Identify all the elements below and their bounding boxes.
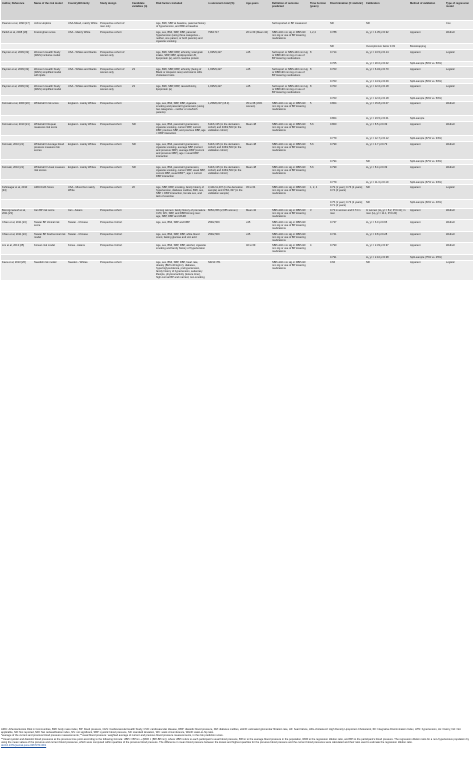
table-cell: Apparent xyxy=(409,84,445,96)
table-cell: Taiwan BP clinical risk score xyxy=(33,220,67,232)
table-cell: Age, sex, BMI, SBP, DBP, cigarette smoking and parental hypertension (using two categories – neither or one/both parents) xyxy=(155,101,207,116)
table-row xyxy=(1,165,473,180)
table-cell: H₀ χ² = 9.8 p=0.28 xyxy=(365,231,409,243)
table-cell: Mean 48 xyxy=(245,121,271,136)
table-cell xyxy=(155,199,207,208)
table-cell: NR xyxy=(365,260,409,280)
table-cell: 5 xyxy=(309,101,329,116)
table-row xyxy=(1,220,473,232)
table-cell: 0.800 xyxy=(329,121,365,136)
table-cell: Whitehall II Repeat measures risk score xyxy=(33,121,67,136)
table-cell: Weibull xyxy=(445,231,473,243)
table-cell: SBP≥140 mm Hg or DBP≥90 mm Hg or use of BP lowering medications xyxy=(271,243,309,255)
table-cell: USA - Whites and blacks xyxy=(67,67,99,79)
table-cell: H₀ χ² = 11.3 p=0.19 xyxy=(365,179,409,185)
table-cell: In women (H₀-χ² = 8.2, P=0.41); in men (H₀-χ² = 11.1, P=0.20) xyxy=(365,208,409,220)
table-cell: H₀ χ² = 12.6 p=0.18 xyxy=(365,84,409,96)
table-cell xyxy=(207,199,245,208)
column-header: Method of validation xyxy=(409,0,445,21)
table-cell: 0.703 xyxy=(329,78,365,84)
table-cell: NR xyxy=(329,21,365,30)
table-cell: Apparent xyxy=(409,50,445,62)
table-cell: Apparent xyxy=(409,243,445,255)
table-cell: Overoptimism factor 0.03 xyxy=(365,44,409,50)
table-cell: 614/6,135 (in the derivation cohort) and 436/2,563 (in the validation cohort) xyxy=(207,165,245,180)
table-row xyxy=(1,208,473,220)
table-row xyxy=(1,121,473,136)
column-header: Definition of outcome predicted xyxy=(271,0,309,21)
table-cell: Lim et al, 2013 [25] xyxy=(1,243,33,255)
table-cell xyxy=(131,260,155,280)
table-cell: 614/6,135 (in the derivation cohort) and 436/2,563 (in the validation cohort) xyxy=(207,121,245,136)
table-cell: ≥45 xyxy=(245,67,271,79)
table-cell: 45 to 64 xyxy=(245,185,271,200)
table-cell: Prospective cohort xyxy=(99,142,131,160)
table-cell: SBP≥140 mm Hg or DBP≥90 mm Hg or use of BP lowering medications xyxy=(271,260,309,280)
column-header: Study design xyxy=(99,0,131,21)
table-cell: Kivimaki, 2010 [21] xyxy=(1,165,33,180)
table-cell: England - mainly Whites xyxy=(67,121,99,136)
table-cell: 1,935/9,427 xyxy=(207,50,245,62)
table-cell: Prospective Cohort xyxy=(99,220,131,232)
table-cell: 1,935/9,427 xyxy=(207,67,245,79)
table-cell: 614/6,135 (in the derivation cohort) and 436/2,563 (in the validation cohort) xyxy=(207,142,245,160)
table-cell: Bootstrapping xyxy=(409,44,445,50)
table-cell xyxy=(245,260,271,280)
table-cell: Age, sex, BMI, SBP, DBP, white blood count, fasting glucose and uric acid xyxy=(155,231,207,243)
table-cell: H₀ χ² = 4.7 p=0.79 xyxy=(365,142,409,160)
table-cell xyxy=(131,220,155,232)
table-cell: Apparent xyxy=(409,67,445,79)
table-cell: Apparent xyxy=(409,165,445,180)
table-row xyxy=(1,21,473,30)
table-cell: Paynter et al, 2009 [19] xyxy=(1,84,33,96)
table-cell: Whitehall II Usual measure risk scores xyxy=(33,165,67,180)
table-cell xyxy=(207,21,245,30)
table-cell: H₀ χ² = 6.34 p=0.70 xyxy=(365,67,409,79)
table-cell: H₀ χ² = 4.35 p=0.92 xyxy=(365,29,409,44)
table-row xyxy=(1,67,473,79)
table-cell: Prospective Cohort xyxy=(99,231,131,243)
table-cell xyxy=(131,208,155,220)
table-cell: ≥35 xyxy=(245,220,271,232)
column-header: Author, Reference xyxy=(1,0,33,21)
table-cell: Split-sample (50% vs. 50%) xyxy=(409,61,445,67)
table-cell: Split-sample (50% vs. 50%) xyxy=(409,96,445,102)
table-cell: H₀ χ² = 12.6 p=0.18 xyxy=(365,96,409,102)
column-header: Type of regression model xyxy=(445,0,473,21)
table-cell xyxy=(271,199,309,208)
table-row xyxy=(1,260,473,280)
table-cell: Whitehall II Average blood pressure measure risk scores xyxy=(33,142,67,160)
table-cell: Framingham score xyxy=(33,29,67,44)
table-cell: 0.705 xyxy=(329,61,365,67)
table-cell xyxy=(99,199,131,208)
column-header: Risk factors included xyxy=(155,0,207,21)
table-cell: H₀ χ² = 2.10 p=0.98 xyxy=(365,254,409,260)
table-cell: ≥45 xyxy=(245,84,271,96)
table-cell xyxy=(309,231,329,243)
abbreviations-note: ARIC: Atherosclerosis Risk in Communities, BMI: body mass index, BP: blood pressure, CHS: Cardiovascular Health Study, CVD: cardiovascular disease, DBP: diastolic blood pressure, DM: diabetes mellitus, eGFR: estimated glomerular filtration rate, HF: heart failure, HDL-cholesterol: High Density Lipoprotein Cholesterol, IDI: Integrative Discrimination Index, HTN: hypertension, Hx: history, NA: Not applicable, NR: Not reported, NRI: Net reclassification index, NS: not significant, SBP: systolic blood pressure, SD: standard deviation, WC: waist circumference, WHtR: waist-to-hip ratio. xyxy=(1,728,461,735)
table-cell: 1,258/8,207 (15.3) xyxy=(207,101,245,116)
table-cell xyxy=(131,29,155,44)
table-cell: Mean 48 xyxy=(245,165,271,180)
column-header: Calibration xyxy=(365,0,409,21)
table-cell xyxy=(309,21,329,30)
table-cell: Apparent xyxy=(409,220,445,232)
table-cell: Apparent xyxy=(409,121,445,136)
table-cell: Age, SBP, DBP, smoking, family history of hypertension, diabetes mellitus, BMI, sex, SBP × DBP interaction, female sex, and lack of exercise xyxy=(155,185,207,200)
table-cell: 4 xyxy=(309,243,329,255)
table-cell xyxy=(131,231,155,243)
table-cell: Weibull xyxy=(445,243,473,255)
table-cell: H₀ χ² = 6.0 p=0.65 xyxy=(365,220,409,232)
table-cell: Prospective cohort xyxy=(99,165,131,180)
table-cell: 5.6 xyxy=(309,121,329,136)
table-cell: 23 xyxy=(131,84,155,96)
table-cell: Age, sex, BMI, parental hypertension, cigarette smoking, average SBP (current and previous SBP), average DBP (current and previous DBP), age × usual DBP interaction xyxy=(155,142,207,160)
table-cell: 0.788 xyxy=(329,29,365,44)
table-cell: Self-report or SBP≥140 mm Hg or DBP≥90 mm Hg or use of BP lowering medications xyxy=(272,68,308,78)
table-cell: 0.737 xyxy=(329,220,365,232)
table-cell: Age, BMI, SBP, DBP, ethnicity (being of Black or Hispanic race) and total to HDL cholesterol ratio xyxy=(155,67,207,79)
table-row xyxy=(1,199,473,208)
table-cell: 0.790 xyxy=(329,243,365,255)
table-cell: USA - Mixed but mainly White xyxy=(67,185,99,200)
table-cell: Apparent xyxy=(409,260,445,280)
table-cell: 796/1717 xyxy=(207,29,245,44)
doi-link[interactable]: doi:10.1371/journal.pone.0067370.t001 xyxy=(1,744,47,748)
table-cell xyxy=(245,199,271,208)
table-cell: 0.791 xyxy=(329,254,365,260)
table-cell: England - mainly Whites xyxy=(67,165,99,180)
table-cell: Apparent xyxy=(409,208,445,220)
table-cell: Prospective cohort of women only xyxy=(99,50,131,62)
table-cell: Parikh et al, 2008 [18] xyxy=(1,29,33,44)
table-cell: England - mainly Whites xyxy=(67,101,99,116)
table-cell: 3,441/11,407 (in the derivation sample) and 476/1,337 (in the validation sample) xyxy=(207,185,245,200)
table-cell xyxy=(1,199,33,208)
table-cell: 0.79 (1 year); 0.76 (2 years); 0.74 (4 years) xyxy=(329,185,365,200)
table-row xyxy=(1,84,473,96)
table-cell: 35 to 68 (33% women) xyxy=(245,101,271,116)
table-cell: 259/2,509 xyxy=(207,220,245,232)
table-cell: Chien et al, 2011 [24] xyxy=(1,220,33,232)
table-cell: Johns Hopkins xyxy=(33,21,67,30)
table-cell: SBP≥140 mm Hg or DBP≥90 mm Hg or use of BP lowering medications xyxy=(271,165,309,180)
table-cell: 0.66 xyxy=(329,260,365,280)
table-cell: Apparent xyxy=(409,29,445,44)
table-cell xyxy=(309,199,329,208)
table-cell: Kivimaki, 2010 [21] xyxy=(1,142,33,160)
table-cell: Age, sex, BMI, parental hypertension, cigarette smoking, current SBP, usual SBP, current DBP, usual DBP *, age × current DBP interaction xyxy=(156,166,206,178)
table-cell: 20 to 69 (Mean 42) xyxy=(245,29,271,44)
table-row xyxy=(1,243,473,255)
table-row xyxy=(1,185,473,200)
table-cell: Self-reported or BP measured xyxy=(271,21,309,30)
table-cell: NR xyxy=(365,185,409,200)
table-row xyxy=(1,29,473,44)
column-header: Name of the risk model xyxy=(33,0,67,21)
table-cell: England - mainly Whites xyxy=(67,142,99,160)
table-cell: Apparent xyxy=(409,185,445,200)
table-cell: Korean risk model xyxy=(33,243,67,255)
table-cell: 805/4,656 (2,655 women) xyxy=(207,208,245,220)
table-cell: Age, BMI, SBP, DBP, ethnicity, total grain intake, SBP, DBP, apolipoprotein B, lipoprotein (a), and C-reactive protein xyxy=(155,50,207,62)
table-cell: Age, sex, BMI, parental hypertension, cigarette smoking, current SBP, current DBP, previous SBP, and previous DBP, age × DBP interaction xyxy=(156,122,206,135)
table-cell: Korea - Asians xyxy=(67,243,99,255)
header-row xyxy=(1,0,473,21)
table-cell: Split-sample (67% vs. 33%) xyxy=(409,136,445,142)
table-cell: NR xyxy=(329,44,365,50)
table-cell: Mean 42 xyxy=(245,208,271,220)
column-header: Age-years xyxy=(245,0,271,21)
table-cell: Bozorgmanesh et al, 2011 [23] xyxy=(1,208,33,220)
table-cell: Weibull xyxy=(445,208,473,220)
table-cell: 20 xyxy=(131,185,155,200)
table-cell: Fava et al, 2013 [26] xyxy=(1,260,33,280)
table-cell: H₀ χ² = 20.0 p=0.02 xyxy=(365,61,409,67)
table-cell: SBP≥140 mm Hg or DBP≥90 mm Hg or use of BP lowering medications xyxy=(271,185,309,200)
table-cell: NR xyxy=(131,142,155,160)
column-header: Candidate variables (n) xyxy=(131,0,155,21)
table-footnotes xyxy=(1,728,473,748)
risk-models-table xyxy=(1,0,473,280)
table-cell: SBP≥140 mm Hg or DBP≥90 mm Hg or use of BP lowering medications xyxy=(271,231,309,243)
table-cell: Kshirsagar et al, 2010 [24] xyxy=(1,185,33,200)
table-cell xyxy=(67,199,99,208)
table-cell: Weibull xyxy=(445,165,473,180)
table-cell: Kivimaki et al, 2009 [20] xyxy=(1,101,33,116)
table-cell: Split-sample (67% vs. 33%) xyxy=(409,159,445,165)
table-cell: SBP≥140 mm Hg or DBP≥90 mm Hg or use of BP lowering medications xyxy=(271,101,309,116)
table-cell: Cox xyxy=(445,21,473,30)
table-cell: Prospective Cohort xyxy=(99,243,131,255)
table-cell xyxy=(245,21,271,30)
table-cell: Weibull xyxy=(445,101,473,116)
table-cell: USA - Mainly White xyxy=(67,29,99,44)
table-cell: Among women: family history of premature CVD, WC, SBP, and DBP/Among men: age, SBP, DBP and WHtR xyxy=(156,209,206,219)
table-cell: SBP≥140 mm Hg or DBP≥90 mm Hg or use of BP lowering medications xyxy=(271,208,309,220)
table-cell: Weibull xyxy=(445,142,473,160)
column-header: Discrimination (C statistic) xyxy=(329,0,365,21)
table-cell: 0.799 xyxy=(329,165,365,180)
table-cell: Weibull xyxy=(445,220,473,232)
table-cell: Age, sex, BMI, SBP, DBP, heart rate, obesity (BMI ≥30 kg/m²), diabetes, hypertriglyceridemia, prehypertension, family history of hypertension, sedentary lifestyle, physical activity (leisure time), high-normal BP and married, non-smoking xyxy=(155,260,207,280)
footnote-usual-bp: **Usual systolic and diastolic blood pressures at the previous time point according to the following formula: UBPi = BPmn + (RDR × (BPi-BPmn)), where UBPi refers to each participant's usual blood pressure, BPmn to the average blood pressure in the population, RDR to the regression dilution ratio, and BPi to the participant's blood pressure. The regression dilution ratio for a non-hypertensive population by using the mean values of the previous and current blood pressures, which were computed within quartiles of the previous blood pressure. The difference in mean blood pressure between the lowest and highest quartiles for the previous blood pressure and the current blood pressures were calculated and their ratio used to estimate the regression dilution ratio. xyxy=(1,737,469,744)
table-cell: 8 xyxy=(309,67,329,79)
table-body xyxy=(1,21,473,280)
table-cell: Prospective/cohort xyxy=(99,121,131,136)
table-cell: 0.799 xyxy=(329,142,365,160)
table-row xyxy=(1,231,473,243)
table-cell: H₀ χ² = 23.5 p=0.01 xyxy=(365,116,409,122)
table-cell: 40 to 69 xyxy=(245,243,271,255)
table-cell: Iran BP risk score xyxy=(33,208,67,220)
table-cell: 0.804 xyxy=(329,101,365,116)
table-cell: NR xyxy=(365,21,409,30)
table-cell: H₀ χ² = 8.4 p=0.39 xyxy=(365,165,409,180)
table-cell xyxy=(131,21,155,30)
table-cell: 23 xyxy=(131,67,155,79)
table-cell: Weibull xyxy=(445,29,473,44)
table-cell: Women's Health Study (WHS) simplified model xyxy=(33,84,67,96)
table-cell: SBP≥140 mm Hg or DBP≥90 mm Hg or use of BP lowering medications xyxy=(271,220,309,232)
table-header xyxy=(1,0,473,21)
table-cell: Logistic xyxy=(445,185,473,200)
table-cell: Apparent xyxy=(409,142,445,160)
table-cell xyxy=(131,50,155,62)
table-cell: 8 xyxy=(309,50,329,62)
table-cell: Age, BMI, SBP at baseline, paternal history of hypertension, and BMI at baseline xyxy=(156,22,206,29)
table-cell xyxy=(131,243,155,255)
table-cell: Taiwan - Chinese xyxy=(67,220,99,232)
column-header: n outcome/n total (%) xyxy=(207,0,245,21)
table-cell: 5.6 xyxy=(309,165,329,180)
table-cell: Logistic xyxy=(445,84,473,96)
table-cell: Iran - Asians xyxy=(67,208,99,220)
table-cell: Apparent xyxy=(409,231,445,243)
table-cell: 0.703 xyxy=(329,96,365,102)
table-cell xyxy=(131,199,155,208)
table-cell: Logistic xyxy=(445,260,473,280)
table-cell: Prospective cohort xyxy=(99,208,131,220)
table-cell: Weibull xyxy=(445,121,473,136)
table-cell: Women's Health Study (WHS) simplified model with lipids xyxy=(33,67,67,79)
table-cell: Prospective cohort of women only xyxy=(99,67,131,79)
table-cell: Women's Health Study (WHS) inclusive model xyxy=(33,50,67,62)
footnote-average: *average of the current and previous blood pressure measurements; **usual blood pressure: weighted average of current and previous blood pressure measurements, in the risk prediction score. xyxy=(1,734,224,738)
table-cell: Logistic xyxy=(445,67,473,79)
table-cell: 0.779 xyxy=(329,136,365,142)
table-cell: USA-Mixed, mainly White xyxy=(67,21,99,30)
table-cell: 0.741 xyxy=(329,231,365,243)
table-cell: 0.703 xyxy=(329,67,365,79)
table-cell: 1,935/9,427 xyxy=(207,84,245,96)
table-cell: Apparent xyxy=(409,101,445,116)
table-cell: 0.75 (1 year); 0.73 (2 years); 0.71 (4 years) xyxy=(329,199,365,208)
table-cell: Age, BMI, SBP, DBP, race/ethnicity, lipoprotein (a) xyxy=(155,84,207,96)
table-cell: ARIC/CHS Score xyxy=(33,185,67,200)
table-cell: H₀ χ² = 15.8 p=0.07 xyxy=(365,101,409,116)
table-cell: NR xyxy=(131,121,155,136)
table-cell: Age, sex, BMI, SBP, DBP, alcohol, cigarette smoking and family history of hypertension xyxy=(155,243,207,255)
table-cell: 0.714 xyxy=(329,50,365,62)
table-cell: NR xyxy=(131,165,155,180)
table-cell: Split-sample (60% vs. 40%) xyxy=(409,199,445,208)
table-row xyxy=(1,142,473,160)
table-cell: Split-sample xyxy=(409,116,445,122)
table-cell: Prospective cohort xyxy=(99,260,131,280)
table-cell: 3 xyxy=(309,208,329,220)
table-cell: SBP≥140 mm Hg or DBP≥90 mm Hg or use of BP lowering medications xyxy=(271,121,309,136)
column-header: Time horizon (years) xyxy=(309,0,329,21)
table-cell: Prospective cohort women only xyxy=(99,84,131,96)
table-cell: USA - Whites and blacks xyxy=(67,84,99,96)
column-header: Country/Ethnicity xyxy=(67,0,99,21)
table-cell xyxy=(131,101,155,116)
table-cell xyxy=(309,260,329,280)
table-cell: 0.794 xyxy=(329,159,365,165)
table-cell: Age, sex, BMI, SBP, DBP, parental hypertension (using three categories – neither, one parent, or both parents) and cigarette smoking xyxy=(155,29,207,44)
table-cell: Taiwan - Chinese xyxy=(67,231,99,243)
table-cell: Whitehall II risk score xyxy=(33,101,67,116)
table-cell: 8 xyxy=(309,84,329,96)
table-cell xyxy=(33,199,67,208)
table-cell: H₀ χ² = 8.5 p=0.39 xyxy=(365,121,409,136)
table-cell: Split-sample (75% vs. 25%) xyxy=(409,254,445,260)
table-cell: 0.73 in women and 0.74 in men xyxy=(329,208,365,220)
table-cell: ≥35 xyxy=(245,231,271,243)
table-cell: H₀ χ² = 14.9 p=0.09 xyxy=(365,78,409,84)
table-cell: 0.779 xyxy=(329,179,365,185)
table-cell: Prospective cohort xyxy=(99,185,131,200)
table-cell xyxy=(207,243,245,255)
table-cell: Paynter et al, 2009 [19] xyxy=(1,67,33,79)
table-cell: Prospective cohort xyxy=(99,101,131,116)
table-cell: H₀ χ² = 13.5 p=0.14 xyxy=(365,50,409,62)
table-cell: 1, 2, 4 xyxy=(309,185,329,200)
table-cell: Kivimaki et al, 2010 [21] xyxy=(1,121,33,136)
table-cell: Split-sample (50% vs. 50%) xyxy=(409,78,445,84)
table-cell: H₀ χ² = 12.7 p=0.12 xyxy=(365,136,409,142)
table-cell: Self-report or SBP≥140 mm Hg or DBP≥90 mm Hg or use of BP lowering medications xyxy=(272,50,308,60)
table-cell: Prospective cohort xyxy=(99,29,131,44)
table-cell: Swedish risk model xyxy=(33,260,67,280)
table-cell: Split-sample (67% vs. 33%) xyxy=(409,179,445,185)
table-cell: Logistic xyxy=(445,50,473,62)
table-cell: Prospective cohort of men only xyxy=(99,21,131,30)
table-cell: 5.6 xyxy=(309,142,329,160)
table-cell: ≥45 xyxy=(245,50,271,62)
table-cell: H₀ χ² = 2.33 p=0.97 xyxy=(365,243,409,255)
table-cell: SBP≥140 mm Hg or DBP≥90 mm Hg or use of BP lowering medications xyxy=(271,29,309,44)
table-cell: USA - Whites and blacks xyxy=(67,50,99,62)
table-cell: Self-report or SBP≥140 mm Hg or DBP≥90 mm Hg or use of BP lowering medications xyxy=(272,85,308,95)
table-row xyxy=(1,101,473,116)
table-cell: Sweden - Whites xyxy=(67,260,99,280)
table-cell: 1,2,4 xyxy=(309,29,329,44)
table-cell: Pearson et al, 1990 [17] xyxy=(1,21,33,30)
table-cell: Chien et al, 2011 [24] xyxy=(1,231,33,243)
table-cell: Mean 48 xyxy=(245,142,271,160)
table-cell: Taiwan BP biochemical risk model xyxy=(33,231,67,243)
table-cell: NR xyxy=(365,159,409,165)
table-cell: 0.804 xyxy=(329,116,365,122)
table-cell: 259/2,509 xyxy=(207,231,245,243)
table-cell xyxy=(309,220,329,232)
table-cell: NR/10 781 xyxy=(207,260,245,280)
table-row xyxy=(1,50,473,62)
table-cell: Age, sex, BMI, SBP and DBP xyxy=(155,220,207,232)
table-cell: SBP≥140 mm Hg or DBP≥90 mm Hg or use of BP lowering medications xyxy=(271,142,309,160)
table-cell xyxy=(445,199,473,208)
table-cell: Paynter et al, 2009 [19] xyxy=(1,50,33,62)
table-cell xyxy=(409,21,445,30)
table-cell: NR xyxy=(365,199,409,208)
table-cell: 0.703 xyxy=(329,84,365,96)
